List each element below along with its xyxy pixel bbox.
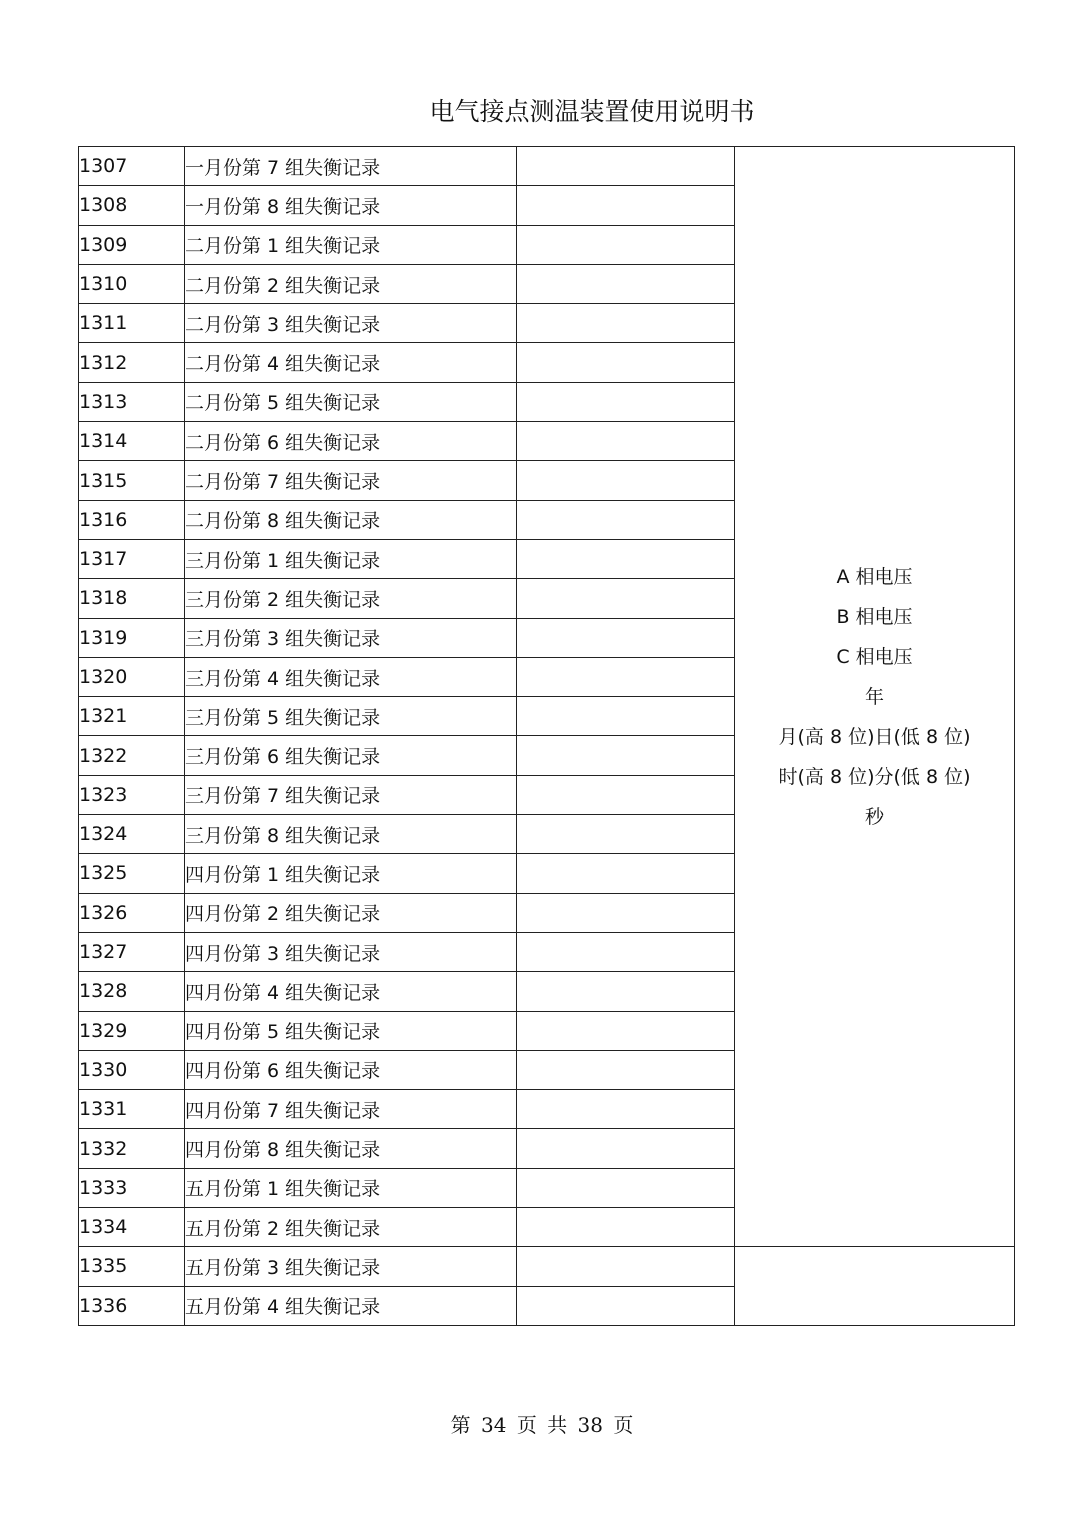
description-line: A 相电压 bbox=[836, 565, 913, 588]
register-address-cell: 1328 bbox=[79, 972, 185, 1011]
register-value-cell bbox=[517, 264, 735, 303]
register-value-cell bbox=[517, 697, 735, 736]
register-name-cell: 四月份第 1 组失衡记录 bbox=[185, 854, 517, 893]
register-value-cell bbox=[517, 1168, 735, 1207]
description-line: B 相电压 bbox=[836, 605, 913, 628]
register-value-cell bbox=[517, 186, 735, 225]
register-name-cell: 二月份第 4 组失衡记录 bbox=[185, 343, 517, 382]
description-line: 秒 bbox=[864, 805, 884, 828]
register-address-cell: 1321 bbox=[79, 697, 185, 736]
register-value-cell bbox=[517, 932, 735, 971]
register-value-cell bbox=[517, 893, 735, 932]
register-name-cell: 四月份第 4 组失衡记录 bbox=[185, 972, 517, 1011]
register-value-cell bbox=[517, 775, 735, 814]
register-name-cell: 二月份第 8 组失衡记录 bbox=[185, 500, 517, 539]
register-name-cell: 一月份第 7 组失衡记录 bbox=[185, 147, 517, 186]
register-address-cell: 1325 bbox=[79, 854, 185, 893]
register-value-cell bbox=[517, 1286, 735, 1325]
register-description-cell bbox=[735, 147, 1015, 1247]
register-address-cell: 1312 bbox=[79, 343, 185, 382]
register-value-cell bbox=[517, 147, 735, 186]
register-address-cell: 1329 bbox=[79, 1011, 185, 1050]
register-name-cell: 五月份第 3 组失衡记录 bbox=[185, 1247, 517, 1286]
register-name-cell: 四月份第 6 组失衡记录 bbox=[185, 1050, 517, 1089]
register-value-cell bbox=[517, 343, 735, 382]
register-address-cell: 1318 bbox=[79, 579, 185, 618]
register-value-cell bbox=[517, 579, 735, 618]
register-value-cell bbox=[517, 225, 735, 264]
description-line: C 相电压 bbox=[836, 645, 913, 668]
document-title: 电气接点测温装置使用说明书 bbox=[429, 97, 755, 126]
register-address-cell: 1330 bbox=[79, 1050, 185, 1089]
register-address-cell: 1327 bbox=[79, 932, 185, 971]
register-address-cell: 1311 bbox=[79, 304, 185, 343]
register-address-cell: 1333 bbox=[79, 1168, 185, 1207]
register-value-cell bbox=[517, 382, 735, 421]
register-value-cell bbox=[517, 736, 735, 775]
register-name-cell: 二月份第 7 组失衡记录 bbox=[185, 461, 517, 500]
register-name-cell: 三月份第 3 组失衡记录 bbox=[185, 618, 517, 657]
register-value-cell bbox=[517, 1208, 735, 1247]
register-value-cell bbox=[517, 304, 735, 343]
register-value-cell bbox=[517, 854, 735, 893]
register-value-cell bbox=[517, 972, 735, 1011]
table-row bbox=[79, 147, 1015, 186]
register-name-cell: 四月份第 5 组失衡记录 bbox=[185, 1011, 517, 1050]
register-address-cell: 1309 bbox=[79, 225, 185, 264]
register-name-cell: 二月份第 1 组失衡记录 bbox=[185, 225, 517, 264]
register-value-cell bbox=[517, 1247, 735, 1286]
register-address-cell: 1331 bbox=[79, 1090, 185, 1129]
register-name-cell: 三月份第 8 组失衡记录 bbox=[185, 815, 517, 854]
register-name-cell: 三月份第 1 组失衡记录 bbox=[185, 539, 517, 578]
register-address-cell: 1320 bbox=[79, 657, 185, 696]
register-value-cell bbox=[517, 618, 735, 657]
register-name-cell: 三月份第 6 组失衡记录 bbox=[185, 736, 517, 775]
register-address-cell: 1326 bbox=[79, 893, 185, 932]
register-name-cell: 二月份第 5 组失衡记录 bbox=[185, 382, 517, 421]
description-line: 时(高 8 位)分(低 8 位) bbox=[778, 765, 971, 788]
register-value-cell bbox=[517, 1011, 735, 1050]
register-table-container bbox=[78, 146, 1014, 1326]
register-value-cell bbox=[517, 500, 735, 539]
page-number: 第 34 页 共 38 页 bbox=[450, 1413, 634, 1437]
register-name-cell: 三月份第 2 组失衡记录 bbox=[185, 579, 517, 618]
register-value-cell bbox=[517, 461, 735, 500]
register-address-cell: 1315 bbox=[79, 461, 185, 500]
register-address-cell: 1314 bbox=[79, 422, 185, 461]
register-name-cell: 二月份第 6 组失衡记录 bbox=[185, 422, 517, 461]
description-line: 月(高 8 位)日(低 8 位) bbox=[778, 725, 971, 748]
register-name-cell: 四月份第 2 组失衡记录 bbox=[185, 893, 517, 932]
register-address-cell: 1310 bbox=[79, 264, 185, 303]
register-name-cell: 三月份第 4 组失衡记录 bbox=[185, 657, 517, 696]
register-address-cell: 1317 bbox=[79, 539, 185, 578]
table-row bbox=[79, 1247, 1015, 1286]
register-name-cell: 三月份第 5 组失衡记录 bbox=[185, 697, 517, 736]
register-table-body bbox=[79, 147, 1015, 1326]
register-value-cell bbox=[517, 422, 735, 461]
register-address-cell: 1316 bbox=[79, 500, 185, 539]
register-address-cell: 1308 bbox=[79, 186, 185, 225]
register-name-cell: 一月份第 8 组失衡记录 bbox=[185, 186, 517, 225]
register-value-cell bbox=[517, 1050, 735, 1089]
register-address-cell: 1336 bbox=[79, 1286, 185, 1325]
register-name-cell: 二月份第 3 组失衡记录 bbox=[185, 304, 517, 343]
register-value-cell bbox=[517, 815, 735, 854]
description-line: 年 bbox=[864, 685, 884, 708]
register-address-cell: 1313 bbox=[79, 382, 185, 421]
register-name-cell: 四月份第 3 组失衡记录 bbox=[185, 932, 517, 971]
register-address-cell: 1307 bbox=[79, 147, 185, 186]
register-name-cell: 三月份第 7 组失衡记录 bbox=[185, 775, 517, 814]
register-value-cell bbox=[517, 1129, 735, 1168]
register-name-cell: 五月份第 1 组失衡记录 bbox=[185, 1168, 517, 1207]
register-description-empty-cell bbox=[735, 1247, 1015, 1326]
register-address-cell: 1323 bbox=[79, 775, 185, 814]
register-address-cell: 1322 bbox=[79, 736, 185, 775]
register-name-cell: 五月份第 2 组失衡记录 bbox=[185, 1208, 517, 1247]
register-name-cell: 二月份第 2 组失衡记录 bbox=[185, 264, 517, 303]
register-address-cell: 1319 bbox=[79, 618, 185, 657]
register-address-cell: 1334 bbox=[79, 1208, 185, 1247]
register-value-cell bbox=[517, 657, 735, 696]
register-value-cell bbox=[517, 1090, 735, 1129]
register-name-cell: 四月份第 8 组失衡记录 bbox=[185, 1129, 517, 1168]
register-table bbox=[78, 146, 1015, 1326]
register-name-cell: 四月份第 7 组失衡记录 bbox=[185, 1090, 517, 1129]
register-value-cell bbox=[517, 539, 735, 578]
register-address-cell: 1335 bbox=[79, 1247, 185, 1286]
register-name-cell: 五月份第 4 组失衡记录 bbox=[185, 1286, 517, 1325]
register-address-cell: 1332 bbox=[79, 1129, 185, 1168]
register-address-cell: 1324 bbox=[79, 815, 185, 854]
